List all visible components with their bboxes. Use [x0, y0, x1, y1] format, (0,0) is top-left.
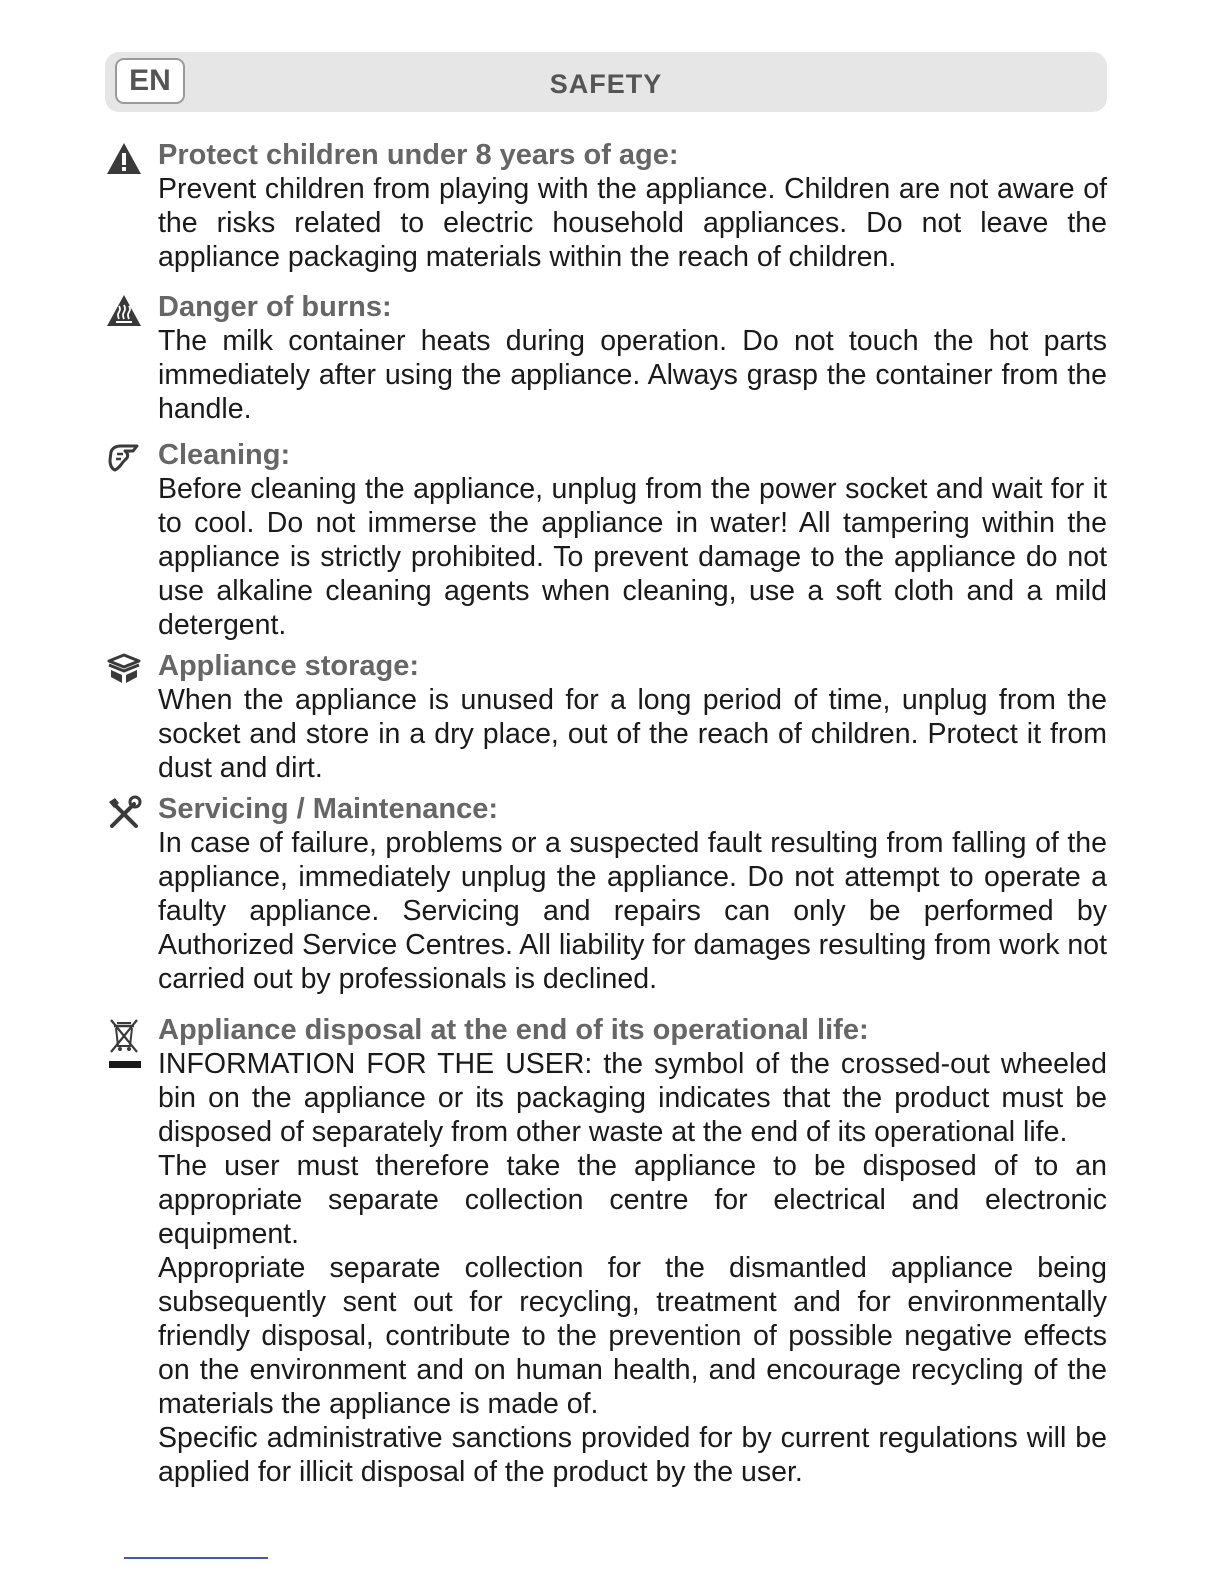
language-badge: EN [115, 58, 185, 104]
section-appliance-storage [105, 649, 1107, 785]
section-cleaning [105, 438, 1107, 642]
section-protect-children [105, 138, 1107, 274]
page-title: SAFETY [549, 69, 663, 99]
section-title: Appliance disposal at the end of its operational life: [158, 1014, 869, 1046]
section-paragraph: INFORMATION FOR THE USER: the symbol of the crossed-out wheeled bin on the appliance or its packaging indicates that the product must be disposed of separately from other waste at the end of its operational life. [158, 1048, 1107, 1148]
section-danger-burns [105, 290, 1107, 426]
section-paragraph: When the appliance is unused for a long period of time, unplug from the socket and store in a dry place, out of the reach of children. Protect it from dust and dirt. [158, 684, 1107, 784]
section-paragraph: Prevent children from playing with the appliance. Children are not aware of the risks related to electric household appliances. Do not leave the appliance packaging materials within the reach of children. [158, 173, 1107, 273]
footer-rule [124, 1557, 268, 1559]
section-title: Servicing / Maintenance: [158, 793, 499, 825]
section-paragraph: In case of failure, problems or a suspected fault resulting from falling of the appliance, immediately unplug the appliance. Do not attempt to operate a faulty appliance. Servicing and repairs can only be performed by Authorized Service Centres. All liability for damages resulting from work not carried out by professionals is declined. [158, 827, 1107, 995]
section-paragraph: Appropriate separate collection for the dismantled appliance being subsequently sent out for recycling, treatment and for environmentally friendly disposal, contribute to the prevention of possible negative effects on the environment and on human health, and encourage recycling of the materials the appliance is made of. [158, 1252, 1107, 1420]
section-title: Protect children under 8 years of age: [158, 139, 679, 171]
storage-box-icon [105, 651, 143, 689]
section-paragraph: The milk container heats during operation. Do not touch the hot parts immediately after using the appliance. Always grasp the container from the handle. [158, 325, 1107, 425]
cleaning-hand-icon [105, 440, 143, 478]
section-paragraph: Before cleaning the appliance, unplug from the power socket and wait for it to cool. Do not immerse the appliance in water! All tampering within the appliance is strictly prohibited. To prevent damage to the appliance do not use alkaline cleaning agents when cleaning, use a soft cloth and a mild detergent. [158, 473, 1107, 641]
page-header [105, 52, 1107, 112]
tools-icon [105, 794, 143, 832]
section-paragraph: The user must therefore take the appliance to be disposed of to an appropriate separate collection centre for electrical and electronic equipment. [158, 1150, 1107, 1250]
warning-triangle-icon [105, 140, 143, 178]
section-paragraph: Specific administrative sanctions provided for by current regulations will be applied for illicit disposal of the product by the user. [158, 1422, 1107, 1488]
section-title: Danger of burns: [158, 291, 392, 323]
section-title: Cleaning: [158, 439, 291, 471]
hot-surface-icon [105, 292, 143, 330]
section-servicing [105, 792, 1107, 996]
section-disposal [105, 1013, 1107, 1489]
crossed-bin-icon [105, 1015, 143, 1075]
section-title: Appliance storage: [158, 650, 420, 682]
